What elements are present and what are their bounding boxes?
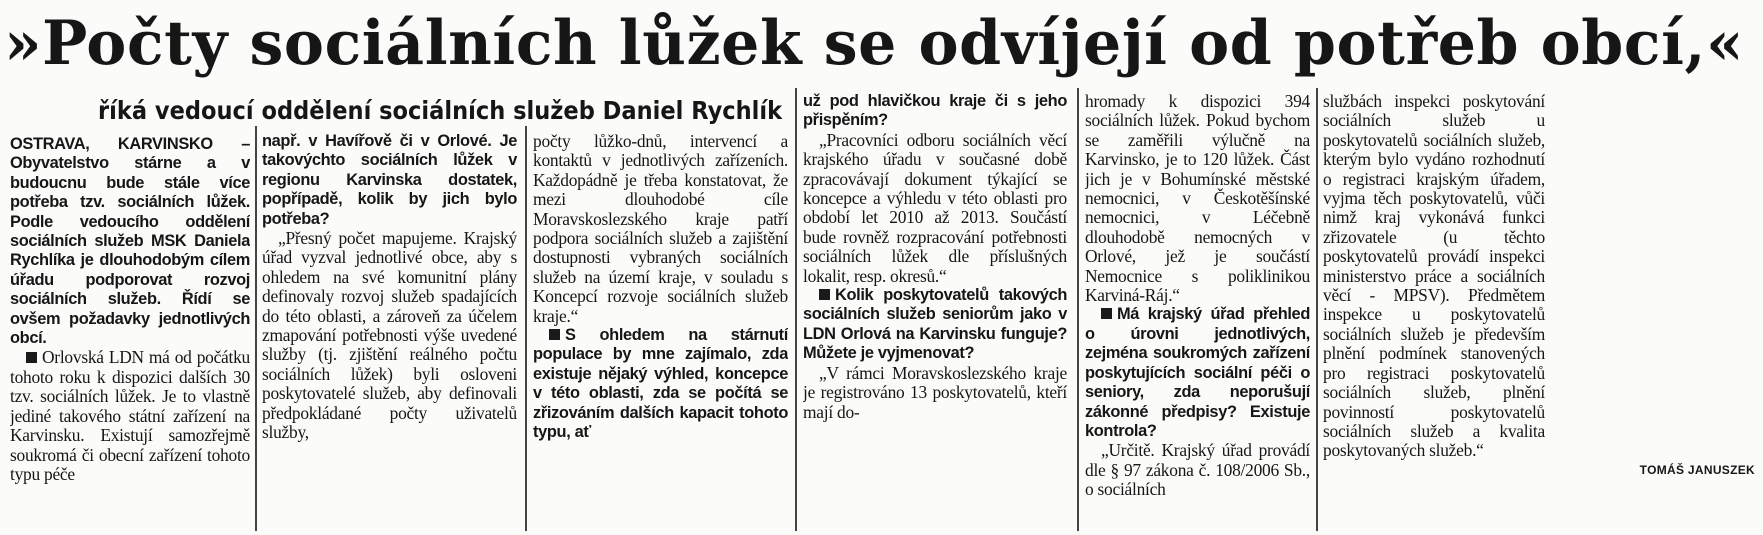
article-column-1 — [10, 135, 250, 535]
article-subheadline: říká vedoucí oddělení sociálních služeb Daniel Rychlík — [98, 96, 783, 125]
author-byline: TOMÁŠ JANUSZEK — [1639, 462, 1755, 477]
question-2-continued: už pod hlavičkou kraje či s jeho přispěním? — [803, 92, 1067, 130]
square-bullet-icon — [549, 329, 560, 340]
answer-3: „V rámci Moravskoslezského kraje je registrováno 13 poskytovatelů, kteří mají do- — [803, 362, 1067, 422]
answer-3-continued: hromady k dispozici 394 sociálních lůžek. Pokud bychom se zaměřili výlučně na Karvinsko, je to 120 lůžek. Část jich je v Bohumínské městské nemocnici, v Českotěšínské nemocnici, v Léčebně dlouhodobě nemocných v Orlové, jež je součástí Nemocnice s poliklinikou Karviná-Ráj.“ — [1085, 92, 1310, 306]
column-divider — [1077, 88, 1079, 531]
article-column-4 — [803, 92, 1067, 532]
article-intro: OSTRAVA, KARVINSKO – Obyvatelstvo stárne a v budoucnu bude stále více potřeba tzv. sociálních lůžek. Podle vedoucího oddělení sociálních služeb MSK Daniela Rychlíka je dlouhodobým cílem úřadu podporovat rozvoj sociálních služeb. Řídí se ovšem požadavky jednotlivých obcí. — [10, 135, 250, 348]
question-1 — [10, 348, 250, 484]
question-1-continued: např. v Havířově či v Orlové. Je takovýchto sociálních lůžek v regionu Karvinska dostatek, popřípadě, kolik by jich bylo potřeba? — [262, 132, 517, 228]
answer-4: „Určitě. Krajský úřad provádí dle § 97 zákona č. 108/2006 Sb., o sociálních — [1085, 440, 1310, 500]
square-bullet-icon — [26, 352, 37, 363]
article-headline: »Počty sociálních lůžek se odvíjejí od potřeb obcí,« — [4, 8, 1745, 79]
answer-2: „Pracovníci odboru sociálních věcí krajského úřadu v současné době zpracovávají dokument týkající se koncepce a výhledu v této oblasti pro období let 2010 až 2013. Součástí bude rovněž rozpracování potřebnosti sociálních lůžek dle příslušných lokalit, resp. okresů.“ — [803, 129, 1067, 286]
question-3 — [803, 286, 1067, 364]
article-column-6 — [1323, 92, 1755, 532]
question-3-text: Kolik poskytovatelů takových sociálních služeb seniorům jako v LDN Orlová na Karvinsku funguje? Můžete je vyjmenovat? — [803, 286, 1067, 363]
column-divider — [1316, 88, 1318, 531]
square-bullet-icon — [1101, 308, 1112, 319]
answer-1: „Přesný počet mapujeme. Krajský úřad vyzval jednotlivé obce, aby s ohledem na své komunitní plány definovaly rozvoj služeb spadajících do této oblasti, a zároveň za účelem zmapování potřebnosti výše uvedené služby (tj. zjištění reálného počtu sociálních lůžek) byli osloveni poskytovatelé služeb, aby definovali předpokládané počty uživatelů služby, — [262, 228, 517, 443]
question-4-text: Má krajský úřad přehled o úrovni jednotlivých, zejména soukromých zařízení poskytujících sociální péči o seniory, zda neporušují zákonné předpisy? Existuje kontrola? — [1085, 305, 1310, 440]
article-column-5 — [1085, 92, 1310, 532]
answer-1-continued: počty lůžko-dnů, intervencí a kontaktů v jednotlivých zařízeních. Každopádně je třeba konstatovat, že mezi dlouhodobé cíle Moravskoslezského kraje patří podpora sociálních služeb a zajištění dostupnosti vybraných sociálních služeb na území kraje, v souladu s Koncepcí rozvoje sociálních služeb kraje.“ — [533, 132, 788, 326]
question-2-text: S ohledem na stárnutí populace by mne zajímalo, zda existuje nějaký výhled, koncepce v této oblasti, zda se počítá se zřizováním dalších kapacit tohoto typu, ať — [533, 326, 788, 442]
question-1-text: Orlovská LDN má od počátku tohoto roku k dispozici dalších 30 tzv. sociálních lůžek. Je to vlastně jediné takového státní zařízení na Karvinsku. Existují samozřejmě soukromá či obecní zařízení tohoto typu péče — [10, 347, 250, 484]
column-divider — [525, 126, 527, 531]
article-column-2 — [262, 132, 517, 532]
square-bullet-icon — [819, 289, 830, 300]
column-divider — [795, 88, 797, 531]
article-column-3 — [533, 132, 788, 532]
question-4 — [1085, 305, 1310, 441]
answer-4-continued: službách inspekci poskytování sociálních služeb u poskytovatelů sociálních služeb, kterým bylo vydáno rozhodnutí o registraci krajským úřadem, vyjma těch poskytovatelů, vůči nimž kraj vykonává funkci zřizovatele (u těchto poskytovatelů provádí inspekci ministerstvo práce a sociálních věcí - MPSV). Předmětem inspekce u poskytovatelů sociálních služeb je především plnění podmínek stanovených pro registraci poskytovatelů sociálních služeb, plnění povinností poskytovatelů sociálních služeb a kvalita poskytovaných služeb.“ — [1323, 92, 1545, 461]
question-2 — [533, 326, 788, 442]
column-divider — [255, 126, 257, 531]
